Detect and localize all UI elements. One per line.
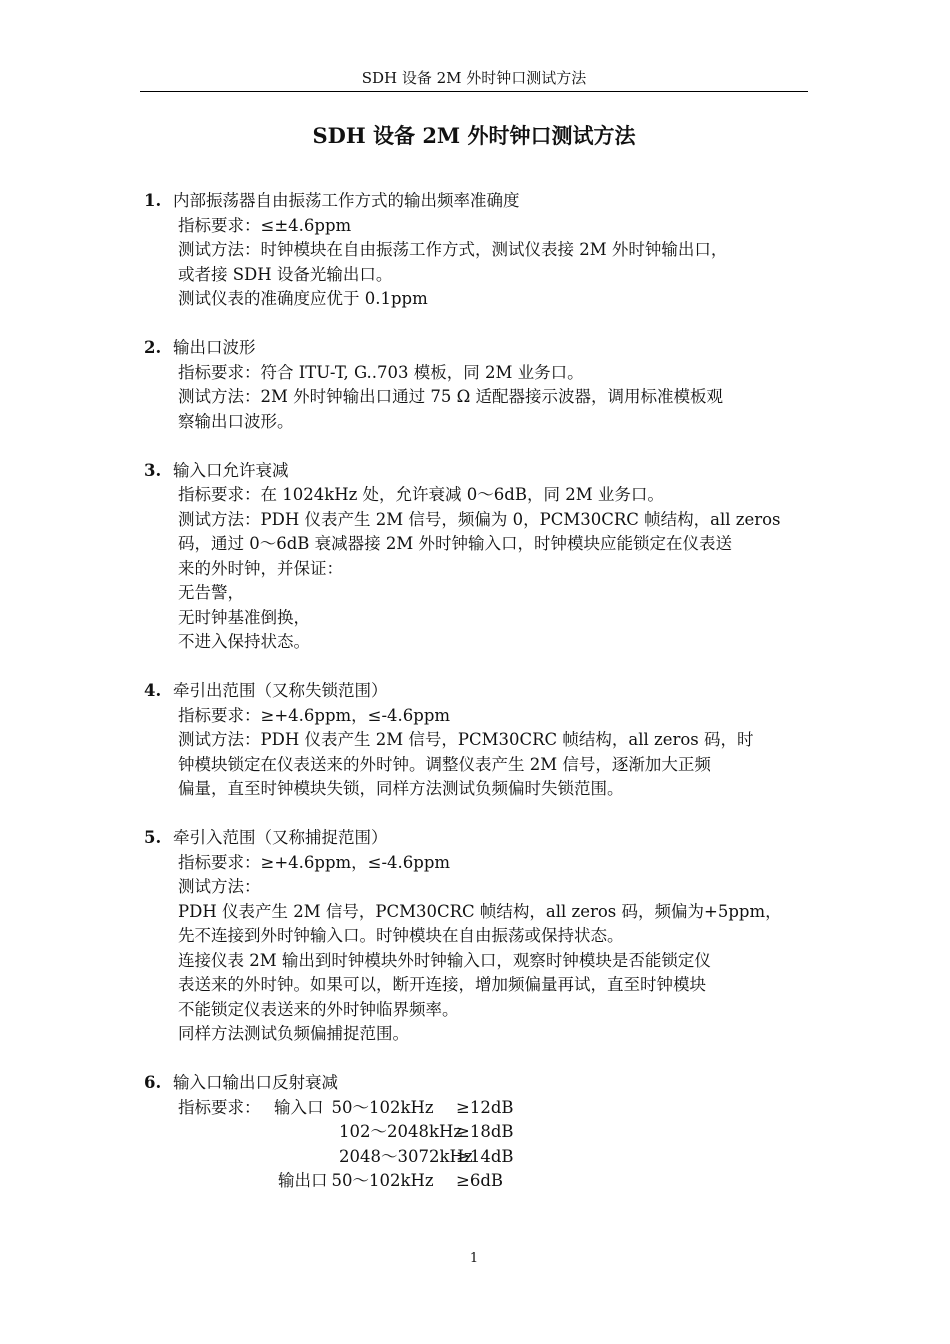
section-4 <box>144 679 804 802</box>
section-heading <box>144 336 804 361</box>
body-line: 同样方法测试负频偏捕捉范围。 <box>178 1024 409 1043</box>
spec-value: ≥6dB <box>456 1171 504 1190</box>
section-heading <box>144 826 804 851</box>
body-line: 无告警， <box>178 583 244 602</box>
header-rule <box>140 91 808 92</box>
spec-port-range <box>274 1096 456 1121</box>
section-5 <box>144 826 804 1047</box>
body-line: 测试方法：时钟模块在自由振荡工作方式，测试仪表接 2M 外时钟输出口， <box>178 240 728 259</box>
spec-port: 输出口 <box>278 1171 328 1190</box>
body-line: 指标要求：符合 ITU-T, G..703 模板，同 2M 业务口。 <box>178 362 584 382</box>
body-line: 钟模块锁定在仪表送来的外时钟。调整仪表产生 2M 信号，逐渐加大正频 <box>178 754 711 774</box>
spec-row <box>144 1169 804 1194</box>
section-title: 输出口波形 <box>173 338 256 357</box>
section-title: 输入口允许衰减 <box>173 460 289 480</box>
body-line: 表送来的外时钟。如果可以，断开连接，增加频偏量再试，直至时钟模块 <box>178 975 706 994</box>
body-line: 连接仪表 2M 输出到时钟模块外时钟输入口，观察时钟模块是否能锁定仪 <box>178 950 711 970</box>
body-line: 指标要求：≥+4.6ppm，≤-4.6ppm <box>178 852 451 872</box>
body-line: 指标要求：≥+4.6ppm，≤-4.6ppm <box>178 705 451 725</box>
section-title: 内部振荡器自由振荡工作方式的输出频率准确度 <box>173 191 520 210</box>
spec-range: 102～2048kHz <box>339 1122 463 1141</box>
body-line: 无时钟基准倒换， <box>178 607 310 627</box>
section-heading <box>144 1071 804 1096</box>
section-heading <box>144 459 804 484</box>
spec-range: 50～102kHz <box>331 1097 434 1117</box>
spec-port-range <box>278 1169 456 1194</box>
section-number: 3. <box>144 460 162 480</box>
section-number: 2. <box>144 338 162 357</box>
running-header: SDH 设备 2M 外时钟口测试方法 <box>361 69 587 87</box>
document-title <box>140 122 808 150</box>
spec-label <box>178 1145 274 1170</box>
section-title: 牵引出范围（又称失锁范围） <box>173 681 388 700</box>
spec-label <box>178 1169 278 1194</box>
body-line: 察输出口波形。 <box>178 411 294 431</box>
document-body <box>144 189 804 1218</box>
spec-value: ≥18dB <box>456 1122 514 1141</box>
section-heading <box>144 189 804 214</box>
spec-row <box>144 1145 804 1170</box>
body-line: 不进入保持状态。 <box>178 632 310 651</box>
section-number: 6. <box>144 1073 162 1092</box>
spec-label <box>178 1120 274 1145</box>
body-line: 码，通过 0～6dB 衰减器接 2M 外时钟输入口，时钟模块应能锁定在仪表送 <box>178 534 733 553</box>
body-line: 先不连接到外时钟输入口。时钟模块在自由振荡或保持状态。 <box>178 926 624 945</box>
body-line: PDH 仪表产生 2M 信号，PCM30CRC 帧结构，all zeros 码，频偏为+5ppm， <box>178 901 782 921</box>
section-1 <box>144 189 804 312</box>
body-line: 不能锁定仪表送来的外时钟临界频率。 <box>178 999 459 1019</box>
body-line: 测试仪表的准确度应优于 0.1ppm <box>178 289 428 308</box>
section-number: 4. <box>144 681 162 700</box>
section-2 <box>144 336 804 434</box>
section-3 <box>144 459 804 655</box>
section-number: 1. <box>144 191 162 210</box>
body-line: 测试方法：PDH 仪表产生 2M 信号，频偏为 0，PCM30CRC 帧结构，all zeros <box>178 509 781 529</box>
page-number: 1 <box>469 1251 479 1266</box>
body-line: 来的外时钟，并保证： <box>178 558 343 578</box>
section-6 <box>144 1071 804 1194</box>
body-line: 或者接 SDH 设备光输出口。 <box>178 264 393 284</box>
spec-value: ≥12dB <box>456 1097 514 1117</box>
body-line: 测试方法：PDH 仪表产生 2M 信号，PCM30CRC 帧结构，all zeros 码，时 <box>178 730 754 749</box>
spec-range: 2048～3072kHz <box>339 1146 473 1166</box>
body-line: 测试方法：2M 外时钟输出口通过 75 Ω 适配器接示波器，调用标准模板观 <box>178 387 724 406</box>
body-line: 指标要求：在 1024kHz 处，允许衰减 0～6dB，同 2M 业务口。 <box>178 485 664 504</box>
spec-row <box>144 1120 804 1145</box>
document-title-text: SDH 设备 2M 外时钟口测试方法 <box>312 123 636 148</box>
spec-label: 指标要求： <box>178 1097 261 1117</box>
spec-range: 50～102kHz <box>331 1171 434 1190</box>
spec-row <box>144 1096 804 1121</box>
spec-value: ≥14dB <box>456 1146 514 1166</box>
spec-port: 输入口 <box>274 1097 324 1117</box>
body-line: 偏量，直至时钟模块失锁，同样方法测试负频偏时失锁范围。 <box>178 779 624 798</box>
body-line: 测试方法： <box>178 877 261 896</box>
section-title: 牵引入范围（又称捕捉范围） <box>173 828 388 847</box>
section-heading <box>144 679 804 704</box>
section-title: 输入口输出口反射衰减 <box>173 1073 338 1092</box>
section-number: 5. <box>144 828 162 847</box>
body-line: 指标要求：≤±4.6ppm <box>178 215 352 235</box>
